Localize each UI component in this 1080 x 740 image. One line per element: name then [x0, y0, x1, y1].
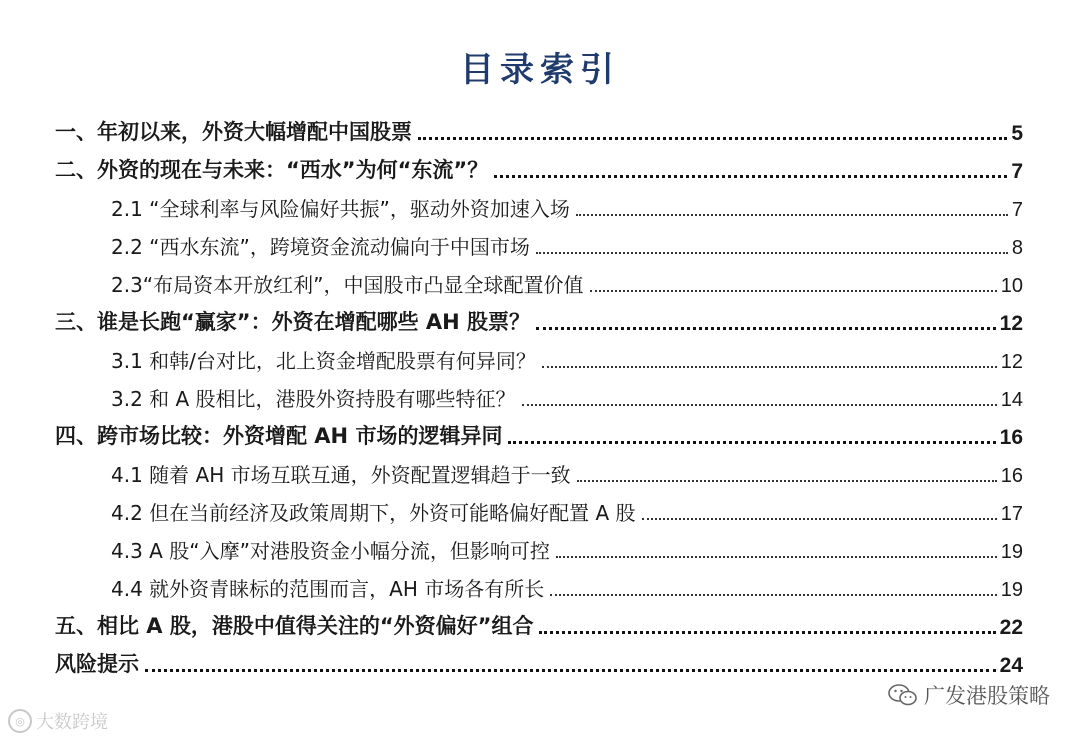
toc-entry-label: 2.2 “西水东流”，跨境资金流动偏向于中国市场	[111, 235, 530, 259]
toc-dot-leader	[536, 327, 996, 330]
page-title: 目录索引	[460, 50, 620, 90]
toc-entry-label: 一、年初以来，外资大幅增配中国股票	[55, 120, 412, 144]
toc-entry-label: 4.2 但在当前经济及政策周期下，外资可能略偏好配置 A 股	[111, 501, 636, 525]
watermark-left	[8, 708, 108, 734]
toc-entry-label: 4.1 随着 AH 市场互联互通，外资配置逻辑趋于一致	[111, 463, 571, 487]
toc-entry-page-number: 14	[1000, 389, 1023, 411]
toc-entry[interactable]	[55, 602, 1023, 640]
toc-entry-label: 四、跨市场比较：外资增配 AH 市场的逻辑异同	[55, 424, 503, 448]
toc-entry[interactable]	[55, 184, 1023, 222]
toc-dot-leader	[508, 441, 995, 444]
toc-entry[interactable]	[55, 640, 1023, 678]
toc-dot-leader	[542, 366, 997, 368]
toc-entry-label: 风险提示	[55, 652, 139, 676]
toc-entry-label: 二、外资的现在与未来：“西水”为何“东流”？	[55, 158, 489, 182]
toc-entry-page-number: 24	[999, 654, 1023, 677]
toc-entry[interactable]	[55, 450, 1023, 488]
toc-entry[interactable]	[55, 222, 1023, 260]
toc-entry-page-number: 10	[1000, 275, 1023, 297]
toc-entry-page-number: 19	[1000, 579, 1023, 601]
toc-dot-leader	[577, 480, 997, 482]
toc-entry-label: 五、相比 A 股，港股中值得关注的“外资偏好”组合	[55, 614, 534, 638]
toc-entry[interactable]	[55, 412, 1023, 450]
toc-entry-page-number: 16	[1000, 465, 1023, 487]
toc-entry[interactable]	[55, 298, 1023, 336]
toc-dot-leader	[590, 290, 997, 292]
wechat-icon	[888, 683, 918, 707]
toc-entry[interactable]	[55, 564, 1023, 602]
toc-dot-leader	[418, 137, 1007, 140]
toc-dot-leader	[556, 556, 997, 558]
toc-entry[interactable]	[55, 488, 1023, 526]
toc-entry[interactable]	[55, 260, 1023, 298]
watermark-left-text: 大数跨境	[36, 712, 108, 733]
toc-entry-label: 4.4 就外资青睐标的范围而言，AH 市场各有所长	[111, 577, 545, 601]
toc-entry-page-number: 7	[1011, 199, 1023, 221]
watermark-right	[888, 680, 1050, 710]
toc-entry[interactable]	[55, 336, 1023, 374]
toc-entry-label: 三、谁是长跑“赢家”：外资在增配哪些 AH 股票？	[55, 310, 531, 334]
toc-dot-leader	[145, 669, 996, 672]
toc-entry-page-number: 12	[999, 312, 1023, 335]
toc-entry[interactable]	[55, 108, 1023, 146]
toc-entry-page-number: 7	[1011, 160, 1023, 183]
toc-dot-leader	[539, 631, 995, 634]
toc-entry-label: 3.2 和 A 股相比，港股外资持股有哪些特征？	[111, 387, 516, 411]
toc-entry-label: 2.1 “全球利率与风险偏好共振”，驱动外资加速入场	[111, 197, 570, 221]
toc-entry-page-number: 5	[1011, 122, 1023, 145]
toc-entry[interactable]	[55, 146, 1023, 184]
toc-entry-page-number: 8	[1011, 237, 1023, 259]
toc-dot-leader	[550, 594, 997, 596]
toc-entry-page-number: 22	[999, 616, 1023, 639]
toc-entry-page-number: 19	[1000, 541, 1023, 563]
toc-entry-label: 2.3“布局资本开放红利”，中国股市凸显全球配置价值	[111, 273, 584, 297]
toc-entry-label: 4.3 A 股“入摩”对港股资金小幅分流，但影响可控	[111, 539, 550, 563]
toc-dot-leader	[522, 404, 997, 406]
toc-entry[interactable]	[55, 526, 1023, 564]
toc-dot-leader	[536, 252, 1008, 254]
toc-entry-page-number: 12	[1000, 351, 1023, 373]
toc-entry[interactable]	[55, 374, 1023, 412]
toc-entry-page-number: 17	[1000, 503, 1023, 525]
toc-dot-leader	[494, 175, 1007, 178]
watermark-right-text: 广发港股策略	[924, 684, 1050, 708]
watermark-logo-icon: ◎	[8, 709, 32, 733]
toc-dot-leader	[642, 518, 997, 520]
toc-entry-label: 3.1 和韩/台对比，北上资金增配股票有何异同？	[111, 349, 536, 373]
table-of-contents	[55, 108, 1023, 678]
toc-entry-page-number: 16	[999, 426, 1023, 449]
toc-dot-leader	[576, 214, 1008, 216]
